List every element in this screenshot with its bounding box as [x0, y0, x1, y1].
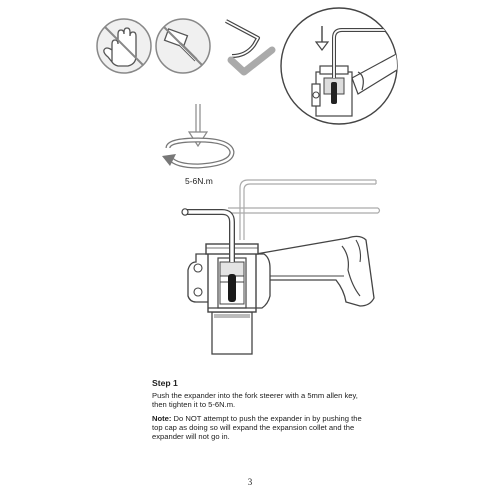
note-text: Do NOT attempt to push the expander in by pushing the top cap as doing so will expand the expansion collet and the expander will not go in. — [152, 413, 362, 442]
step-title: Step 1 — [152, 378, 178, 388]
no-hammer-icon — [156, 19, 210, 73]
checkmark-icon — [231, 50, 272, 72]
torque-rotation-icon — [162, 104, 232, 166]
allen-key-ghost — [228, 180, 380, 240]
note — [152, 414, 362, 442]
torque-label: 5-6N.m — [185, 176, 213, 186]
stem-assembly — [188, 236, 374, 354]
detail-circle — [281, 8, 410, 124]
step-text: Push the expander into the fork steerer with a 5mm allen key, then tighten it to 5-6N.m. — [152, 391, 358, 410]
instructions — [152, 379, 362, 441]
no-hand-icon — [97, 19, 151, 73]
note-label: Note: — [152, 413, 172, 423]
page-number: 3 — [247, 477, 253, 487]
allen-key-icon — [226, 21, 258, 56]
